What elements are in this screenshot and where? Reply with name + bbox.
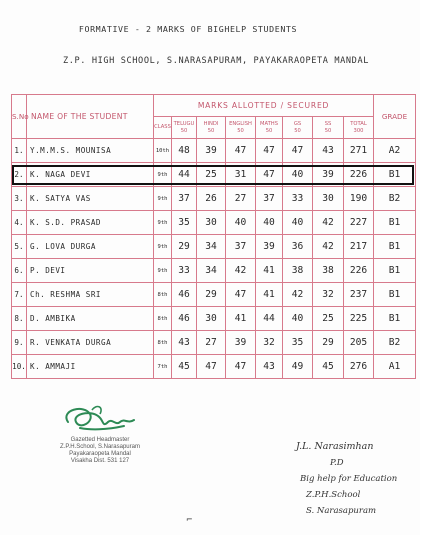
signatory-role: P.D bbox=[330, 458, 344, 468]
cell-cls: 10th bbox=[154, 139, 172, 163]
school-name: Z.P. HIGH SCHOOL, S.NARASAPURAM, PAYAKARAOPETA MANDAL bbox=[62, 56, 369, 66]
cell-tel: 46 bbox=[172, 307, 197, 331]
stamp-line: Payakaraopeta Mandal bbox=[69, 451, 131, 457]
cell-eng: 37 bbox=[226, 235, 256, 259]
cell-hin: 34 bbox=[197, 259, 226, 283]
subject-header: HINDI 50 bbox=[197, 117, 226, 139]
cell-mat: 44 bbox=[256, 307, 283, 331]
table-row bbox=[12, 259, 416, 283]
cell-tel: 33 bbox=[172, 259, 197, 283]
cell-cls: 9th bbox=[154, 187, 172, 211]
table-row bbox=[12, 283, 416, 307]
subject-header: TELUGU 50 bbox=[172, 117, 197, 139]
cell-total: 226 bbox=[344, 259, 374, 283]
cell-hin: 29 bbox=[197, 283, 226, 307]
cell-grade: B1 bbox=[374, 211, 416, 235]
cell-ss: 42 bbox=[313, 235, 344, 259]
cell-gs: 36 bbox=[283, 235, 313, 259]
cell-sno: 9. bbox=[12, 331, 27, 355]
highlight-box bbox=[12, 165, 414, 185]
cell-tel: 29 bbox=[172, 235, 197, 259]
cell-mat: 43 bbox=[256, 355, 283, 379]
cell-tel: 37 bbox=[172, 187, 197, 211]
cell-mat: 41 bbox=[256, 283, 283, 307]
cell-tel: 48 bbox=[172, 139, 197, 163]
col-marks-header: MARKS ALLOTTED / SECURED bbox=[154, 95, 374, 117]
cell-grade: A1 bbox=[374, 355, 416, 379]
cell-ss: 45 bbox=[313, 355, 344, 379]
cell-hin: 26 bbox=[197, 187, 226, 211]
subject-header: SS 50 bbox=[313, 117, 344, 139]
cell-eng: 47 bbox=[226, 355, 256, 379]
cell-name: K. SATYA VAS bbox=[27, 187, 154, 211]
page-mark: ⌐ bbox=[186, 515, 193, 524]
cell-total: 226 bbox=[344, 163, 374, 187]
subject-header: GS 50 bbox=[283, 117, 313, 139]
cell-hin: 30 bbox=[197, 211, 226, 235]
cell-grade: B2 bbox=[374, 331, 416, 355]
table-row bbox=[12, 331, 416, 355]
cell-sno: 5. bbox=[12, 235, 27, 259]
cell-name: Y.M.M.S. MOUNISA bbox=[27, 139, 154, 163]
sheet-title: FORMATIVE - 2 MARKS OF BIGHELP STUDENTS bbox=[78, 24, 298, 34]
stamp-line: Z.P.H.School, S.Narasapuram bbox=[60, 444, 140, 450]
marks-table bbox=[11, 94, 416, 379]
cell-eng: 31 bbox=[226, 163, 256, 187]
cell-cls: 9th bbox=[154, 235, 172, 259]
cell-gs: 47 bbox=[283, 139, 313, 163]
cell-ss: 25 bbox=[313, 307, 344, 331]
col-grade-header: GRADE bbox=[374, 95, 416, 139]
cell-tel: 46 bbox=[172, 283, 197, 307]
cell-total: 205 bbox=[344, 331, 374, 355]
signatory-org: Big help for Education bbox=[300, 474, 398, 484]
col-sno-header: S.No bbox=[12, 95, 27, 139]
cell-grade: B1 bbox=[374, 259, 416, 283]
cell-name: K. NAGA DEVI bbox=[27, 163, 154, 187]
cell-grade: B2 bbox=[374, 187, 416, 211]
cell-ss: 38 bbox=[313, 259, 344, 283]
cell-eng: 47 bbox=[226, 139, 256, 163]
subject-header: ENGLISH 50 bbox=[226, 117, 256, 139]
cell-grade: B1 bbox=[374, 163, 416, 187]
signatory-school: Z.P.H.School bbox=[306, 490, 361, 500]
cell-cls: 8th bbox=[154, 307, 172, 331]
cell-mat: 37 bbox=[256, 187, 283, 211]
cell-hin: 34 bbox=[197, 235, 226, 259]
cell-gs: 42 bbox=[283, 283, 313, 307]
cell-grade: B1 bbox=[374, 307, 416, 331]
cell-hin: 25 bbox=[197, 163, 226, 187]
col-name-header: NAME OF THE STUDENT bbox=[27, 95, 154, 139]
col-class-header: CLASS bbox=[154, 117, 172, 139]
cell-sno: 6. bbox=[12, 259, 27, 283]
cell-eng: 39 bbox=[226, 331, 256, 355]
cell-sno: 4. bbox=[12, 211, 27, 235]
cell-gs: 49 bbox=[283, 355, 313, 379]
cell-mat: 32 bbox=[256, 331, 283, 355]
cell-gs: 40 bbox=[283, 211, 313, 235]
signatory-name: J.L. Narasimhan bbox=[296, 441, 374, 452]
cell-tel: 45 bbox=[172, 355, 197, 379]
cell-total: 190 bbox=[344, 187, 374, 211]
cell-ss: 30 bbox=[313, 187, 344, 211]
subject-header: MATHS 50 bbox=[256, 117, 283, 139]
cell-gs: 40 bbox=[283, 307, 313, 331]
cell-total: 225 bbox=[344, 307, 374, 331]
cell-sno: 7. bbox=[12, 283, 27, 307]
table-row bbox=[12, 355, 416, 379]
cell-sno: 1. bbox=[12, 139, 27, 163]
cell-ss: 43 bbox=[313, 139, 344, 163]
cell-ss: 39 bbox=[313, 163, 344, 187]
table-row bbox=[12, 139, 416, 163]
signatory-place: S. Narasapuram bbox=[306, 506, 377, 516]
stamp-line: Gazetted Headmaster bbox=[70, 437, 130, 443]
cell-total: 237 bbox=[344, 283, 374, 307]
cell-ss: 32 bbox=[313, 283, 344, 307]
cell-gs: 35 bbox=[283, 331, 313, 355]
table-row bbox=[12, 187, 416, 211]
table-row bbox=[12, 307, 416, 331]
cell-tel: 35 bbox=[172, 211, 197, 235]
cell-eng: 42 bbox=[226, 259, 256, 283]
cell-name: P. DEVI bbox=[27, 259, 154, 283]
cell-eng: 40 bbox=[226, 211, 256, 235]
cell-sno: 10. bbox=[12, 355, 27, 379]
cell-cls: 7th bbox=[154, 355, 172, 379]
cell-name: K. S.D. PRASAD bbox=[27, 211, 154, 235]
cell-mat: 39 bbox=[256, 235, 283, 259]
cell-hin: 30 bbox=[197, 307, 226, 331]
cell-sno: 8. bbox=[12, 307, 27, 331]
cell-tel: 43 bbox=[172, 331, 197, 355]
cell-cls: 9th bbox=[154, 259, 172, 283]
cell-grade: B1 bbox=[374, 283, 416, 307]
cell-eng: 27 bbox=[226, 187, 256, 211]
table-row bbox=[12, 235, 416, 259]
cell-cls: 9th bbox=[154, 211, 172, 235]
cell-tel: 44 bbox=[172, 163, 197, 187]
cell-total: 276 bbox=[344, 355, 374, 379]
cell-gs: 38 bbox=[283, 259, 313, 283]
cell-hin: 27 bbox=[197, 331, 226, 355]
cell-cls: 8th bbox=[154, 283, 172, 307]
cell-ss: 42 bbox=[313, 211, 344, 235]
cell-name: D. AMBIKA bbox=[27, 307, 154, 331]
cell-eng: 41 bbox=[226, 307, 256, 331]
cell-mat: 47 bbox=[256, 139, 283, 163]
cell-grade: A2 bbox=[374, 139, 416, 163]
cell-sno: 2. bbox=[12, 163, 27, 187]
cell-total: 217 bbox=[344, 235, 374, 259]
stamp-line: Visakha Dist. 531 127 bbox=[70, 458, 130, 464]
cell-gs: 40 bbox=[283, 163, 313, 187]
cell-name: G. LOVA DURGA bbox=[27, 235, 154, 259]
cell-mat: 41 bbox=[256, 259, 283, 283]
cell-name: R. VENKATA DURGA bbox=[27, 331, 154, 355]
cell-name: Ch. RESHMA SRI bbox=[27, 283, 154, 307]
table-row bbox=[12, 211, 416, 235]
cell-hin: 47 bbox=[197, 355, 226, 379]
cell-eng: 47 bbox=[226, 283, 256, 307]
cell-mat: 40 bbox=[256, 211, 283, 235]
cell-total: 271 bbox=[344, 139, 374, 163]
cell-total: 227 bbox=[344, 211, 374, 235]
cell-name: K. AMMAJI bbox=[27, 355, 154, 379]
cell-cls: 9th bbox=[154, 163, 172, 187]
subject-header: TOTAL 300 bbox=[344, 117, 374, 139]
cell-grade: B1 bbox=[374, 235, 416, 259]
cell-mat: 47 bbox=[256, 163, 283, 187]
cell-cls: 8th bbox=[154, 331, 172, 355]
cell-hin: 39 bbox=[197, 139, 226, 163]
cell-gs: 33 bbox=[283, 187, 313, 211]
cell-sno: 3. bbox=[12, 187, 27, 211]
cell-ss: 29 bbox=[313, 331, 344, 355]
